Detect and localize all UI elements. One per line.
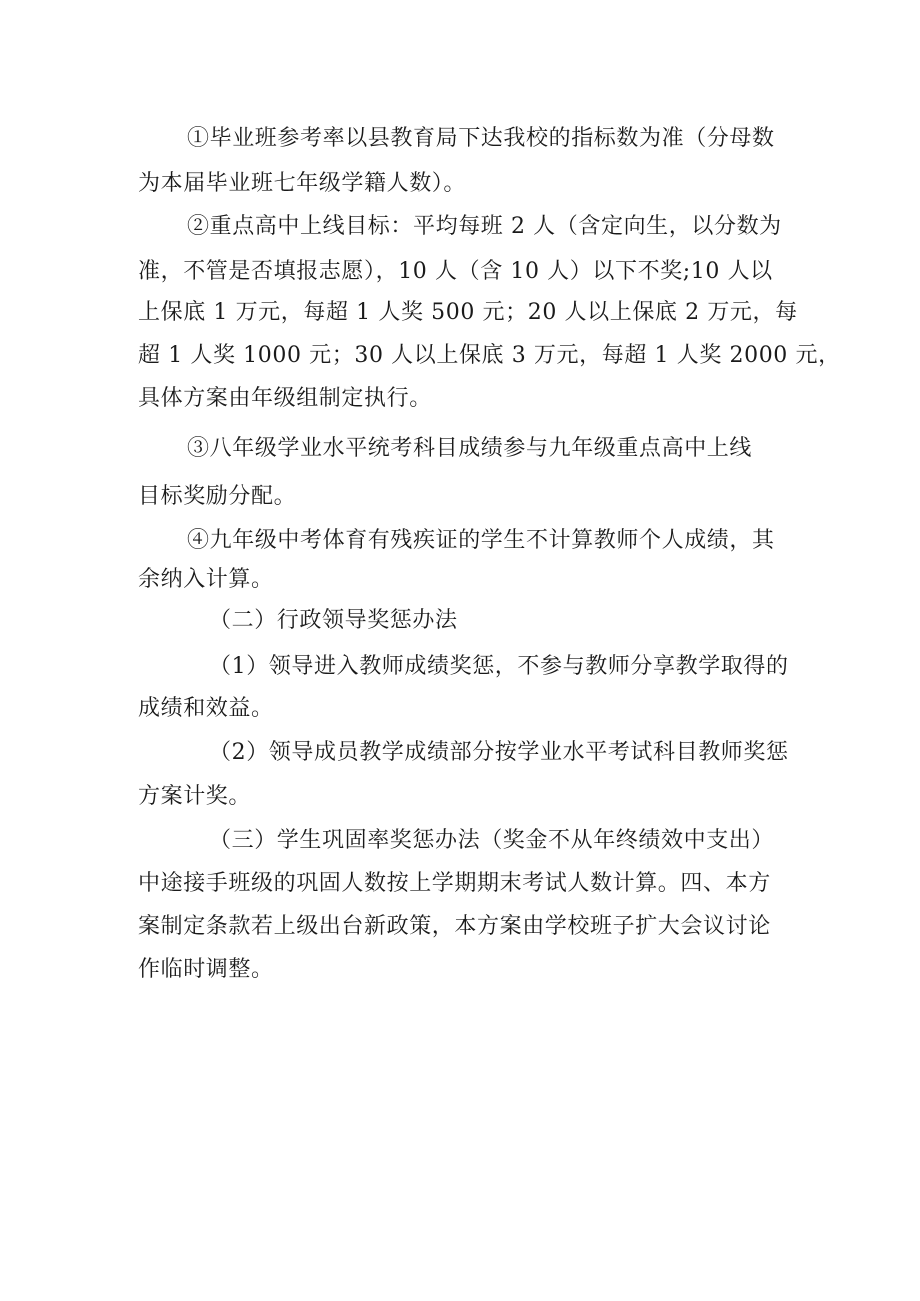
paragraph-line: ②重点高中上线目标：平均每班 2 人（含定向生，以分数为 [187, 214, 782, 239]
paragraph-line: 具体方案由年级组制定执行。 [138, 386, 432, 411]
paragraph-line: 上保底 1 万元，每超 1 人奖 500 元；20 人以上保底 2 万元，每 [138, 300, 798, 325]
paragraph-line: 准，不管是否填报志愿），10 人（含 10 人）以下不奖;10 人以 [138, 259, 773, 284]
paragraph-line: ①毕业班参考率以县教育局下达我校的指标数为准（分母数 [187, 126, 775, 151]
paragraph-line: 超 1 人奖 1000 元；30 人以上保底 3 万元，每超 1 人奖 2000 元， [138, 343, 841, 368]
paragraph-line: 中途接手班级的巩固人数按上学期期末考试人数计算。四、本方 [138, 871, 771, 896]
section-heading: （二）行政领导奖惩办法 [209, 608, 458, 633]
paragraph-line: 余纳入计算。 [138, 567, 274, 592]
paragraph-line: ③八年级学业水平统考科目成绩参与九年级重点高中上线 [187, 436, 753, 461]
paragraph-line: 作临时调整。 [138, 957, 274, 982]
paragraph-line: 为本届毕业班七年级学籍人数）。 [138, 171, 467, 196]
section-heading: （三）学生巩固率奖惩办法（奖金不从年终绩效中支出） [209, 828, 775, 853]
paragraph-line: 方案计奖。 [138, 784, 252, 809]
paragraph-line: （1）领导进入教师成绩奖惩，不参与教师分享教学取得的 [209, 654, 789, 679]
paragraph-line: ④九年级中考体育有残疾证的学生不计算教师个人成绩，其 [187, 528, 775, 553]
paragraph-line: （2）领导成员教学成绩部分按学业水平考试科目教师奖惩 [209, 740, 789, 765]
paragraph-line: 案制定条款若上级出台新政策，本方案由学校班子扩大会议讨论 [138, 914, 771, 939]
paragraph-line: 目标奖励分配。 [138, 484, 297, 509]
paragraph-line: 成绩和效益。 [138, 696, 274, 721]
